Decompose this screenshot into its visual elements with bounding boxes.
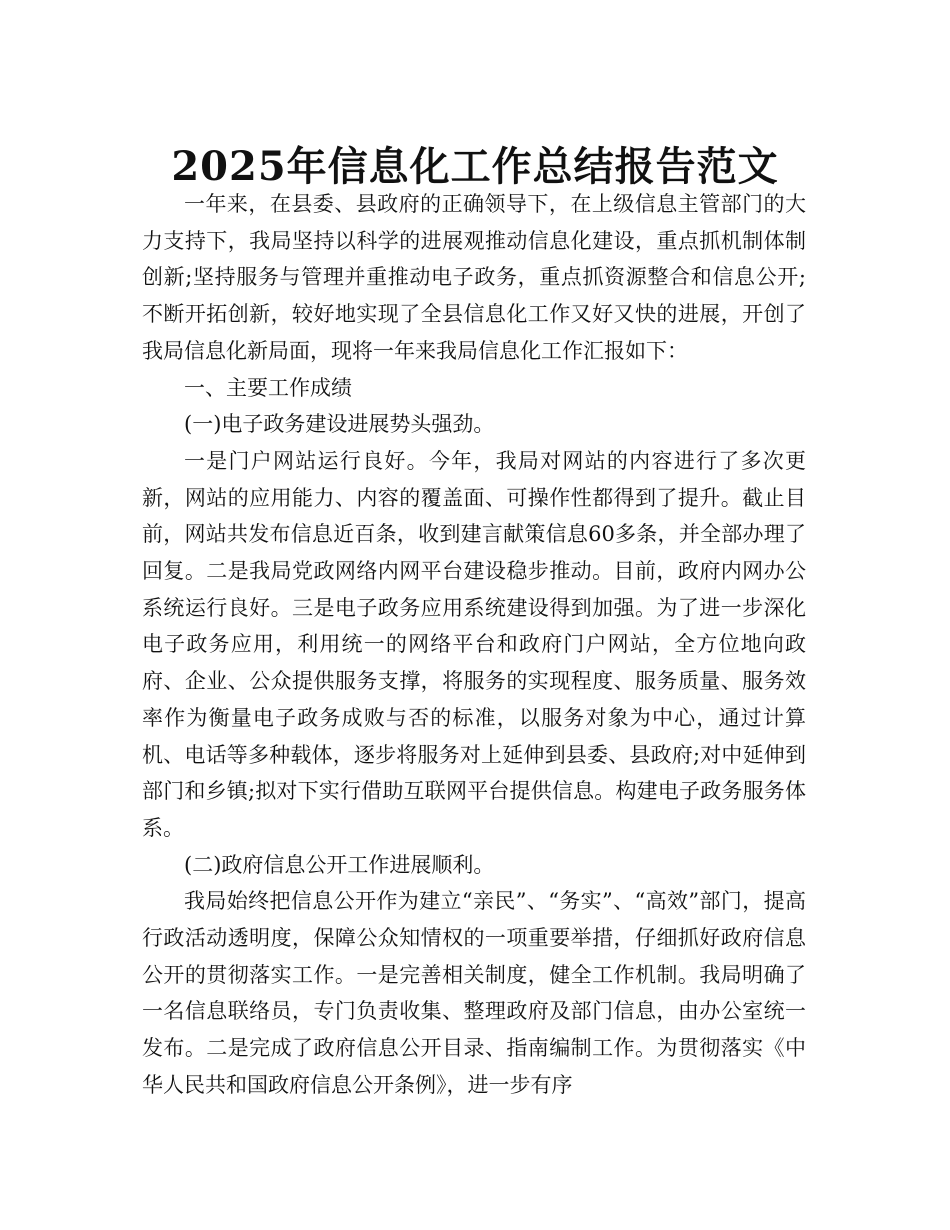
document-title: 2025年信息化工作总结报告范文 bbox=[171, 142, 779, 190]
subheading-info-disclosure: (二)政府信息公开工作进展顺利。 bbox=[184, 852, 495, 877]
paragraph-e-government: 一是门户网站运行良好。今年，我局对网站的内容进行了多次更新，网站的应用能力、内容的覆盖面、可操作性都得到了提升。截止目前，网站共发布信息近百条，收到建言献策信息60多条，并全部办理了回复。二是我局党政网络内网平台建设稳步推动。目前，政府内网办公系统运行良好。三是电子政务应用系统建设得到加强。为了进一步深化电子政务应用，利用统一的网络平台和政府门户网站，全方位地向政府、企业、公众提供服务支撑，将服务的实现程度、服务质量、服务效率作为衡量电子政务成败与否的标准，以服务对象为中心，通过计算机、电话等多种载体，逐步将服务对上延伸到县委、县政府;对中延伸到部门和乡镇;拟对下实行借助互联网平台提供信息。构建电子政务服务体系。 bbox=[142, 448, 806, 840]
subheading-e-government: (一)电子政务建设进展势头强劲。 bbox=[184, 412, 495, 437]
heading-main-achievements: 一、主要工作成绩 bbox=[184, 375, 352, 400]
document-body bbox=[142, 186, 806, 1104]
paragraph-info-disclosure: 我局始终把信息公开作为建立“亲民”、“务实”、“高效”部门，提高行政活动透明度，保障公众知情权的一项重要举措，仔细抓好政府信息公开的贯彻落实工作。一是完善相关制度，健全工作机制。我局明确了一名信息联络员，专门负责收集、整理政府及部门信息，由办公室统一发布。二是完成了政府信息公开目录、指南编制工作。为贯彻落实《中华人民共和国政府信息公开条例》，进一步有序 bbox=[142, 889, 806, 1097]
paragraph-intro: 一年来，在县委、县政府的正确领导下，在上级信息主管部门的大力支持下，我局坚持以科学的进展观推动信息化建设，重点抓机制体制创新;坚持服务与管理并重推动电子政务，重点抓资源整合和信息公开;不断开拓创新，较好地实现了全县信息化工作又好又快的进展，开创了我局信息化新局面，现将一年来我局信息化工作汇报如下： bbox=[142, 192, 806, 363]
